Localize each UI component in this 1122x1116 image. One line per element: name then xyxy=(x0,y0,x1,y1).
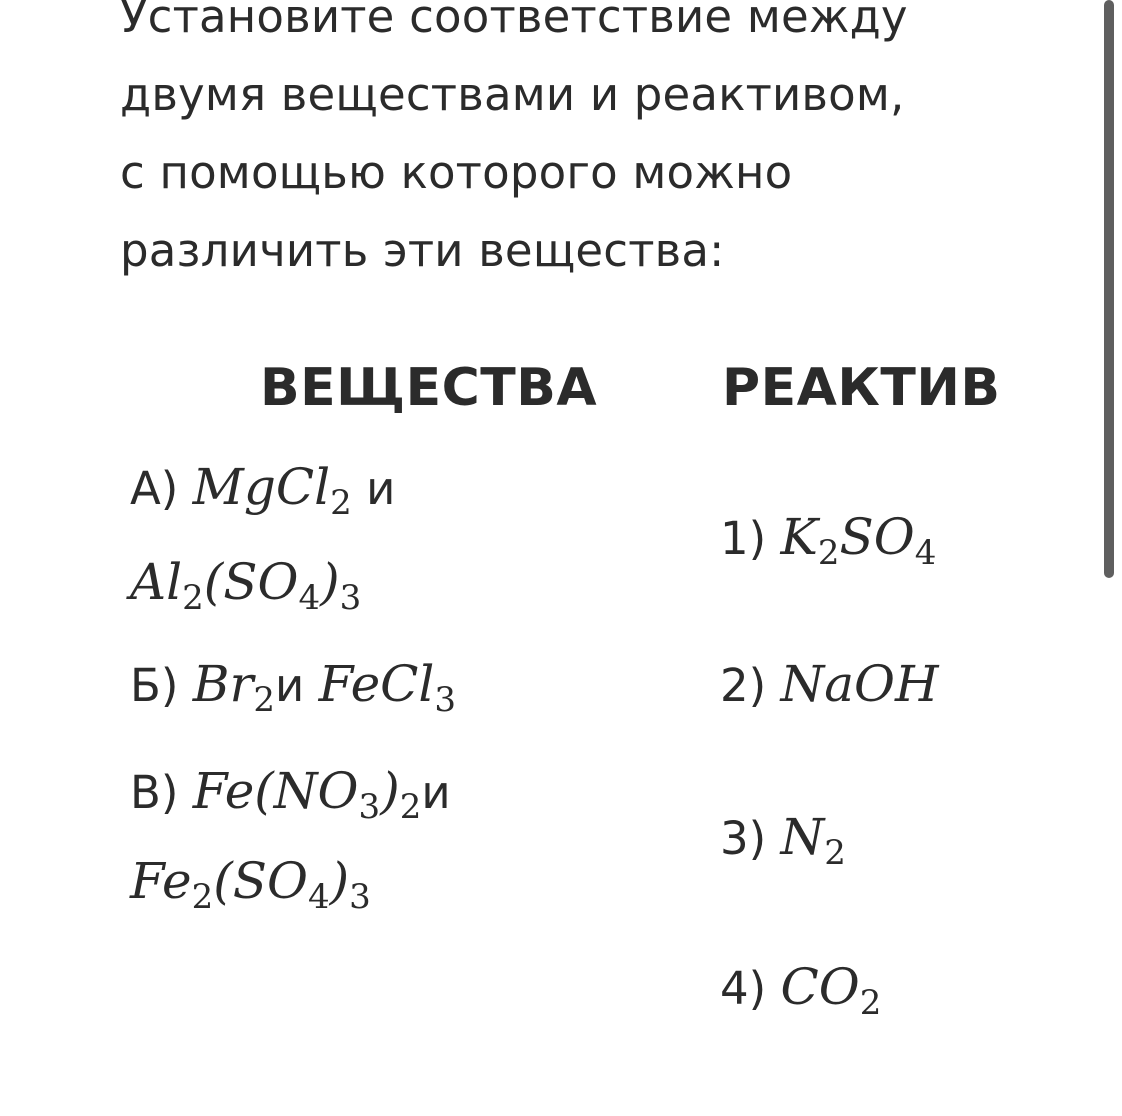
substance-b-line xyxy=(130,655,457,720)
substance-a-line-2 xyxy=(130,553,362,618)
formula-fecl3: FeCl$_3$ xyxy=(318,655,457,720)
reagent-2-label: 2) xyxy=(720,659,767,712)
substances-heading: ВЕЩЕСТВА xyxy=(260,358,598,418)
reagent-2-line xyxy=(720,655,939,713)
substance-b-label: Б) xyxy=(130,659,179,712)
reagent-3-label: 3) xyxy=(720,812,767,865)
question-line-4: различить эти вещества: xyxy=(120,224,725,277)
reagent-1-line xyxy=(720,508,937,573)
reagent-3-line xyxy=(720,808,846,873)
formula-mgcl2: MgCl$_2$ xyxy=(192,458,352,523)
reagent-heading: РЕАКТИВ xyxy=(722,358,1001,418)
formula-al2so43: $Al_2(SO_4)_3$ xyxy=(130,553,362,618)
substance-a-joiner: и xyxy=(366,462,396,515)
formula-n2: $N_2$ xyxy=(780,808,846,873)
formula-k2so4: $K_2SO_4$ xyxy=(780,508,937,573)
formula-fe2so43: $Fe_2(SO_4)_3$ xyxy=(130,852,371,917)
substance-a-label: А) xyxy=(130,462,179,515)
substance-v-label: В) xyxy=(130,766,179,819)
substance-a-line-1 xyxy=(130,458,396,523)
formula-co2: $CO_2$ xyxy=(780,958,882,1023)
substance-b-joiner: и xyxy=(275,659,305,712)
reagent-4-label: 4) xyxy=(720,962,767,1015)
substance-v-joiner: и xyxy=(421,766,451,819)
question-line-3: с помощью которого можно xyxy=(120,146,793,199)
reagent-1-label: 1) xyxy=(720,512,767,565)
formula-br2: $Br_2$ xyxy=(192,655,276,720)
scrollbar[interactable] xyxy=(1104,0,1114,578)
question-line-2: двумя веществами и реактивом, xyxy=(120,68,905,121)
formula-feno32: $Fe(NO_3)_2$ xyxy=(192,762,422,827)
formula-naoh: NaOH xyxy=(780,655,939,713)
reagent-4-line xyxy=(720,958,882,1023)
substance-v-line-1 xyxy=(130,762,451,827)
question-text xyxy=(120,0,1020,290)
question-line-1: Установите соответствие между xyxy=(120,0,908,43)
substance-v-line-2 xyxy=(130,852,371,917)
